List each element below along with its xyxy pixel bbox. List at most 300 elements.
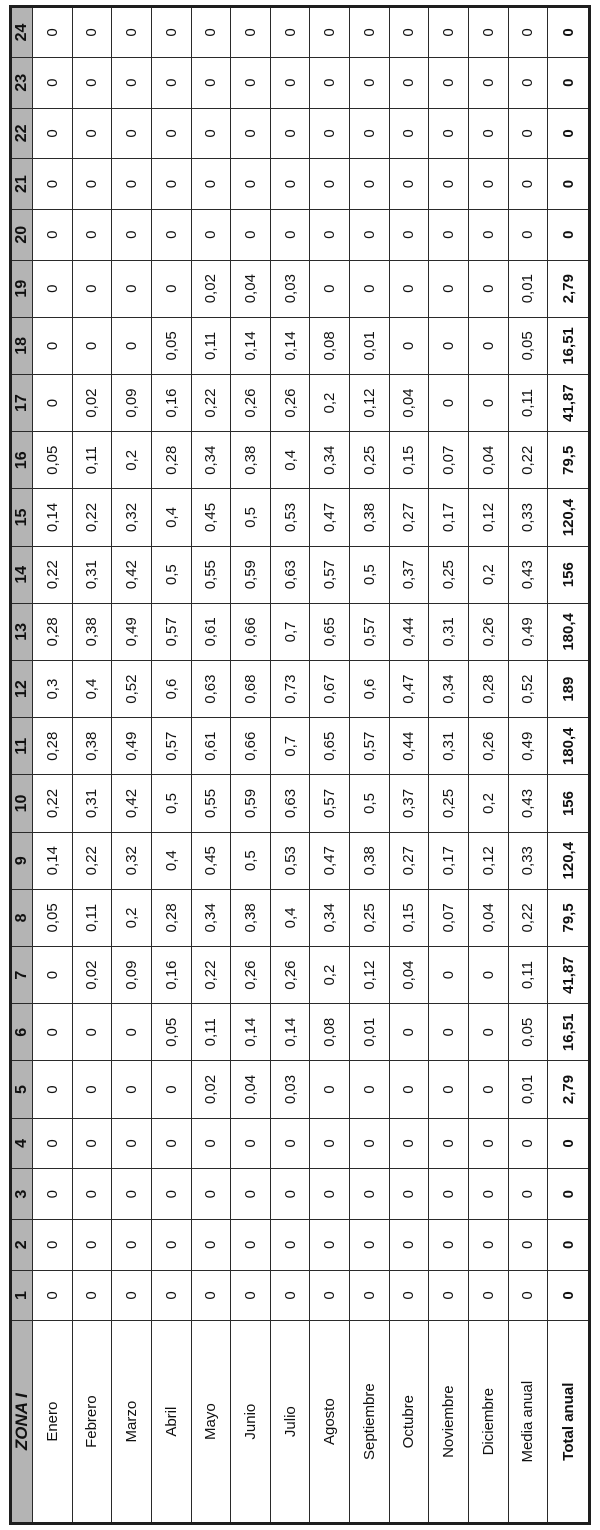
header-row [11, 7, 33, 1524]
table-row [310, 7, 350, 1524]
table-cell: 0,68 [231, 661, 271, 718]
table-cell: 0,22 [508, 889, 548, 946]
table-cell: 0 [33, 1118, 73, 1169]
table-cell: 0 [33, 317, 73, 374]
table-cell: 0,57 [151, 603, 191, 660]
table-cell: 0 [429, 374, 469, 431]
table-cell: 0 [33, 1270, 73, 1321]
table-cell: 0 [429, 1004, 469, 1061]
table-cell: 0,7 [270, 603, 310, 660]
table-cell: 0 [429, 317, 469, 374]
table-cell: 0,57 [310, 775, 350, 832]
total-cell: 0 [548, 1169, 590, 1220]
table-cell: 0,08 [310, 317, 350, 374]
row-label: Media anual [508, 1321, 548, 1524]
table-cell: 0,53 [270, 832, 310, 889]
total-cell: 0 [548, 1219, 590, 1270]
row-label: Julio [270, 1321, 310, 1524]
table-cell: 0,26 [231, 947, 271, 1004]
table-cell: 0 [389, 260, 429, 317]
table-cell: 0,03 [270, 260, 310, 317]
table-cell: 0,22 [191, 947, 231, 1004]
table-cell: 0,4 [270, 889, 310, 946]
table-row [231, 7, 271, 1524]
table-cell: 0,14 [270, 1004, 310, 1061]
table-cell: 0,14 [231, 1004, 271, 1061]
table-cell: 0 [350, 260, 390, 317]
table-cell: 0 [112, 1118, 152, 1169]
table-cell: 0 [33, 374, 73, 431]
row-label: Mayo [191, 1321, 231, 1524]
table-cell: 0 [389, 1270, 429, 1321]
table-cell: 0,05 [508, 317, 548, 374]
table-cell: 0,2 [112, 889, 152, 946]
hour-header-5: 5 [11, 1061, 33, 1118]
table-cell: 0,5 [350, 546, 390, 603]
table-cell: 0 [508, 57, 548, 108]
total-label: Total anual [548, 1321, 590, 1524]
table-cell: 0,22 [508, 432, 548, 489]
table-cell: 0 [468, 1118, 508, 1169]
table-cell: 0,04 [468, 889, 508, 946]
table-cell: 0 [112, 1061, 152, 1118]
table-cell: 0 [310, 1061, 350, 1118]
table-cell: 0 [72, 317, 112, 374]
table-cell: 0 [468, 1061, 508, 1118]
table-cell: 0,55 [191, 775, 231, 832]
table-cell: 0,28 [33, 603, 73, 660]
table-cell: 0 [72, 1169, 112, 1220]
row-label: Agosto [310, 1321, 350, 1524]
table-cell: 0 [231, 209, 271, 260]
table-cell: 0 [508, 1219, 548, 1270]
table-cell: 0,04 [389, 374, 429, 431]
total-cell: 156 [548, 546, 590, 603]
total-cell: 0 [548, 209, 590, 260]
hour-header-23: 23 [11, 57, 33, 108]
table-cell: 0,43 [508, 546, 548, 603]
table-cell: 0 [231, 7, 271, 58]
table-cell: 0 [231, 159, 271, 210]
table-cell: 0,5 [151, 775, 191, 832]
table-cell: 0,57 [151, 718, 191, 775]
table-cell: 0,14 [33, 832, 73, 889]
table-cell: 0,28 [151, 432, 191, 489]
table-cell: 0,11 [72, 889, 112, 946]
table-cell: 0,2 [310, 947, 350, 1004]
table-cell: 0 [72, 7, 112, 58]
table-cell: 0 [468, 57, 508, 108]
row-label: Junio [231, 1321, 271, 1524]
table-cell: 0 [468, 159, 508, 210]
table-cell: 0,01 [350, 317, 390, 374]
total-cell: 180,4 [548, 603, 590, 660]
table-cell: 0,42 [112, 775, 152, 832]
table-cell: 0,05 [151, 317, 191, 374]
table-cell: 0 [429, 1061, 469, 1118]
table-cell: 0 [72, 1004, 112, 1061]
hour-header-13: 13 [11, 603, 33, 660]
table-cell: 0,5 [350, 775, 390, 832]
table-cell: 0 [310, 260, 350, 317]
total-cell: 79,5 [548, 889, 590, 946]
table-cell: 0 [508, 1169, 548, 1220]
total-cell: 0 [548, 1118, 590, 1169]
table-cell: 0,05 [33, 432, 73, 489]
table-cell: 0,11 [191, 317, 231, 374]
table-cell: 0,01 [508, 260, 548, 317]
table-cell: 0 [191, 159, 231, 210]
table-cell: 0 [112, 260, 152, 317]
table-cell: 0,12 [468, 489, 508, 546]
table-cell: 0,43 [508, 775, 548, 832]
table-cell: 0 [508, 1118, 548, 1169]
table-cell: 0,22 [191, 374, 231, 431]
table-cell: 0 [310, 108, 350, 159]
row-label: Abril [151, 1321, 191, 1524]
table-cell: 0 [468, 317, 508, 374]
row-label: Febrero [72, 1321, 112, 1524]
table-cell: 0,2 [310, 374, 350, 431]
table-cell: 0 [151, 260, 191, 317]
table-cell: 0,33 [508, 489, 548, 546]
table-cell: 0 [389, 108, 429, 159]
table-cell: 0 [389, 1061, 429, 1118]
table-cell: 0 [112, 209, 152, 260]
table-cell: 0,4 [151, 832, 191, 889]
table-cell: 0 [112, 159, 152, 210]
table-cell: 0 [33, 108, 73, 159]
table-cell: 0,4 [72, 661, 112, 718]
table-cell: 0 [468, 209, 508, 260]
table-cell: 0,67 [310, 661, 350, 718]
table-cell: 0,11 [191, 1004, 231, 1061]
table-cell: 0,66 [231, 718, 271, 775]
table-cell: 0,49 [112, 603, 152, 660]
row-label: Noviembre [429, 1321, 469, 1524]
hour-header-15: 15 [11, 489, 33, 546]
table-cell: 0,05 [151, 1004, 191, 1061]
hour-header-8: 8 [11, 889, 33, 946]
table-cell: 0,26 [270, 374, 310, 431]
table-cell: 0 [389, 1118, 429, 1169]
table-cell: 0,01 [350, 1004, 390, 1061]
table-cell: 0,02 [72, 374, 112, 431]
table-cell: 0 [231, 1118, 271, 1169]
table-row [429, 7, 469, 1524]
table-cell: 0,14 [33, 489, 73, 546]
total-cell: 0 [548, 1270, 590, 1321]
hour-header-17: 17 [11, 374, 33, 431]
table-cell: 0,59 [231, 775, 271, 832]
total-cell: 156 [548, 775, 590, 832]
hour-header-19: 19 [11, 260, 33, 317]
table-cell: 0 [151, 209, 191, 260]
table-cell: 0 [270, 1118, 310, 1169]
table-cell: 0 [310, 57, 350, 108]
table-cell: 0 [429, 260, 469, 317]
table-cell: 0 [508, 1270, 548, 1321]
table-header [11, 7, 33, 1524]
table-cell: 0 [191, 1118, 231, 1169]
table-cell: 0,59 [231, 546, 271, 603]
table-cell: 0,2 [112, 432, 152, 489]
table-cell: 0,16 [151, 374, 191, 431]
table-cell: 0 [191, 1169, 231, 1220]
table-cell: 0 [231, 1219, 271, 1270]
table-cell: 0,45 [191, 832, 231, 889]
hour-header-4: 4 [11, 1118, 33, 1169]
table-cell: 0,73 [270, 661, 310, 718]
table-cell: 0,26 [468, 603, 508, 660]
table-cell: 0,26 [231, 374, 271, 431]
table-cell: 0,47 [389, 661, 429, 718]
table-cell: 0,22 [33, 775, 73, 832]
table-cell: 0,2 [468, 775, 508, 832]
table-cell: 0 [231, 1270, 271, 1321]
table-cell: 0 [33, 7, 73, 58]
table-cell: 0 [389, 1169, 429, 1220]
table-cell: 0 [310, 1219, 350, 1270]
table-cell: 0 [151, 1169, 191, 1220]
table-cell: 0,17 [429, 489, 469, 546]
table-cell: 0 [270, 108, 310, 159]
total-cell: 189 [548, 661, 590, 718]
table-row [350, 7, 390, 1524]
table-cell: 0 [350, 57, 390, 108]
table-cell: 0,14 [270, 317, 310, 374]
table-cell: 0 [33, 1061, 73, 1118]
table-cell: 0 [468, 108, 508, 159]
hour-header-11: 11 [11, 718, 33, 775]
table-cell: 0 [468, 1004, 508, 1061]
total-cell: 0 [548, 57, 590, 108]
table-cell: 0,09 [112, 947, 152, 1004]
table-cell: 0,28 [468, 661, 508, 718]
row-label: Octubre [389, 1321, 429, 1524]
table-cell: 0 [429, 1219, 469, 1270]
table-cell: 0,4 [151, 489, 191, 546]
table-cell: 0,7 [270, 718, 310, 775]
total-cell: 79,5 [548, 432, 590, 489]
table-cell: 0 [191, 1270, 231, 1321]
table-cell: 0 [350, 1169, 390, 1220]
table-cell: 0 [112, 7, 152, 58]
table-cell: 0 [112, 1004, 152, 1061]
table-cell: 0,33 [508, 832, 548, 889]
table-cell: 0 [151, 1061, 191, 1118]
table-cell: 0,44 [389, 603, 429, 660]
table-cell: 0,11 [508, 374, 548, 431]
table-cell: 0,31 [429, 603, 469, 660]
table-cell: 0,22 [72, 832, 112, 889]
table-cell: 0,31 [429, 718, 469, 775]
total-cell: 120,4 [548, 489, 590, 546]
table-row [508, 7, 548, 1524]
table-cell: 0 [191, 57, 231, 108]
table-cell: 0,6 [350, 661, 390, 718]
table-cell: 0,57 [350, 718, 390, 775]
table-cell: 0,17 [429, 832, 469, 889]
total-cell: 120,4 [548, 832, 590, 889]
table-cell: 0 [72, 1270, 112, 1321]
table-cell: 0,04 [468, 432, 508, 489]
table-cell: 0 [72, 1118, 112, 1169]
table-cell: 0,04 [389, 947, 429, 1004]
hour-header-10: 10 [11, 775, 33, 832]
table-cell: 0 [72, 1061, 112, 1118]
table-cell: 0,52 [112, 661, 152, 718]
table-cell: 0 [310, 159, 350, 210]
table-cell: 0 [350, 1118, 390, 1169]
table-cell: 0,38 [72, 603, 112, 660]
table-cell: 0 [33, 947, 73, 1004]
table-cell: 0,04 [231, 260, 271, 317]
table-cell: 0 [33, 209, 73, 260]
table-cell: 0,11 [72, 432, 112, 489]
hour-header-21: 21 [11, 159, 33, 210]
table-cell: 0 [72, 159, 112, 210]
table-row [72, 7, 112, 1524]
table-row [112, 7, 152, 1524]
hour-header-16: 16 [11, 432, 33, 489]
table-row [33, 7, 73, 1524]
table-cell: 0 [310, 209, 350, 260]
table-cell: 0,5 [231, 832, 271, 889]
table-cell: 0,38 [72, 718, 112, 775]
table-cell: 0,61 [191, 718, 231, 775]
table-cell: 0,02 [72, 947, 112, 1004]
table-cell: 0 [151, 159, 191, 210]
total-cell: 41,87 [548, 374, 590, 431]
table-cell: 0,5 [231, 489, 271, 546]
table-cell: 0 [429, 7, 469, 58]
table-cell: 0,52 [508, 661, 548, 718]
table-cell: 0 [112, 1219, 152, 1270]
table-row [468, 7, 508, 1524]
total-cell: 2,79 [548, 1061, 590, 1118]
table-cell: 0 [508, 7, 548, 58]
table-cell: 0 [429, 209, 469, 260]
table-cell: 0,44 [389, 718, 429, 775]
table-cell: 0,31 [72, 775, 112, 832]
table-cell: 0 [468, 260, 508, 317]
table-cell: 0 [231, 57, 271, 108]
table-cell: 0,63 [270, 546, 310, 603]
table-cell: 0,27 [389, 489, 429, 546]
total-row [548, 7, 590, 1524]
table-cell: 0 [429, 1169, 469, 1220]
table-cell: 0 [72, 1219, 112, 1270]
table-cell: 0,22 [33, 546, 73, 603]
table-cell: 0,3 [33, 661, 73, 718]
table-cell: 0,32 [112, 832, 152, 889]
table-cell: 0,34 [310, 432, 350, 489]
table-cell: 0 [389, 1004, 429, 1061]
table-cell: 0 [389, 7, 429, 58]
table-cell: 0,53 [270, 489, 310, 546]
total-cell: 16,51 [548, 1004, 590, 1061]
table-cell: 0,11 [508, 947, 548, 1004]
table-cell: 0 [151, 1219, 191, 1270]
table-cell: 0 [33, 1169, 73, 1220]
table-cell: 0,32 [112, 489, 152, 546]
table-cell: 0,12 [350, 374, 390, 431]
table-cell: 0 [151, 1270, 191, 1321]
table-cell: 0,34 [191, 432, 231, 489]
table-cell: 0,22 [72, 489, 112, 546]
table-cell: 0,03 [270, 1061, 310, 1118]
table-cell: 0 [72, 209, 112, 260]
table-cell: 0,34 [429, 661, 469, 718]
table-cell: 0,25 [429, 775, 469, 832]
table-cell: 0 [389, 159, 429, 210]
table-cell: 0 [389, 209, 429, 260]
table-cell: 0,28 [151, 889, 191, 946]
hour-header-14: 14 [11, 546, 33, 603]
table-cell: 0,09 [112, 374, 152, 431]
table-cell: 0,57 [350, 603, 390, 660]
hour-header-3: 3 [11, 1169, 33, 1220]
table-cell: 0,2 [468, 546, 508, 603]
hour-header-24: 24 [11, 7, 33, 58]
table-cell: 0 [191, 209, 231, 260]
table-cell: 0,26 [270, 947, 310, 1004]
table-cell: 0,28 [33, 718, 73, 775]
hour-header-2: 2 [11, 1219, 33, 1270]
table-cell: 0,65 [310, 718, 350, 775]
table-cell: 0 [310, 1169, 350, 1220]
table-cell: 0,38 [350, 489, 390, 546]
table-cell: 0,25 [350, 889, 390, 946]
table-cell: 0,15 [389, 889, 429, 946]
table-cell: 0,5 [151, 546, 191, 603]
table-cell: 0,45 [191, 489, 231, 546]
table-cell: 0,37 [389, 546, 429, 603]
total-cell: 0 [548, 108, 590, 159]
table-cell: 0,63 [191, 661, 231, 718]
zona-i-table [9, 5, 591, 1525]
row-label: Enero [33, 1321, 73, 1524]
table-cell: 0,49 [112, 718, 152, 775]
table-cell: 0 [468, 947, 508, 1004]
table-cell: 0,4 [270, 432, 310, 489]
table-cell: 0 [151, 108, 191, 159]
table-cell: 0 [468, 1270, 508, 1321]
table-cell: 0 [191, 108, 231, 159]
hour-header-9: 9 [11, 832, 33, 889]
table-cell: 0 [33, 1004, 73, 1061]
table-cell: 0,63 [270, 775, 310, 832]
row-label: Marzo [112, 1321, 152, 1524]
table-cell: 0,01 [508, 1061, 548, 1118]
table-cell: 0 [72, 108, 112, 159]
zone-title: ZONA I [11, 1321, 33, 1524]
table-cell: 0 [508, 209, 548, 260]
table-cell: 0,15 [389, 432, 429, 489]
table-cell: 0 [310, 1270, 350, 1321]
table-cell: 0 [33, 1219, 73, 1270]
table-cell: 0,27 [389, 832, 429, 889]
table-cell: 0,07 [429, 432, 469, 489]
table-cell: 0 [310, 7, 350, 58]
table-cell: 0 [112, 1270, 152, 1321]
table-cell: 0,38 [350, 832, 390, 889]
table-cell: 0 [389, 317, 429, 374]
table-cell: 0 [310, 1118, 350, 1169]
table-cell: 0 [112, 108, 152, 159]
table-cell: 0 [72, 57, 112, 108]
